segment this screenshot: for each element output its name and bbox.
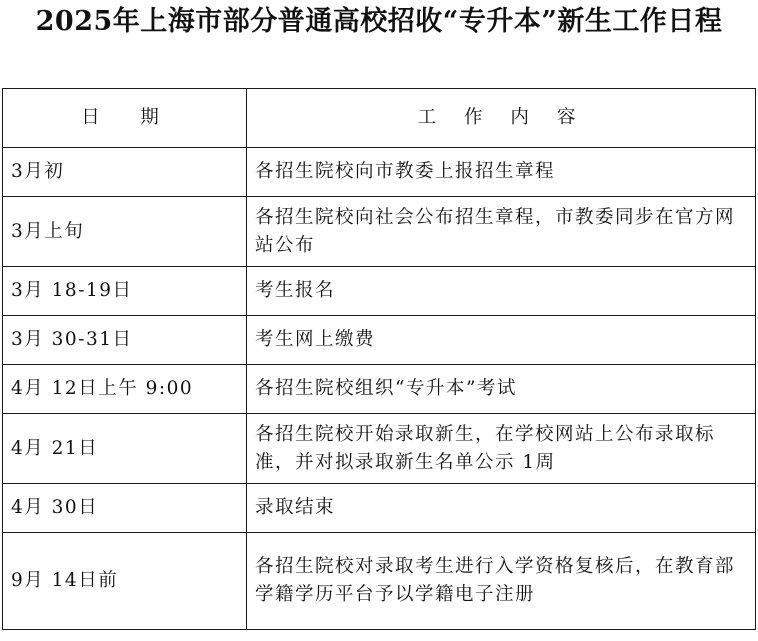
schedule-table xyxy=(2,88,756,630)
table-row xyxy=(3,484,756,533)
work-content-cell: 各招生院校组织“专升本”考试 xyxy=(247,365,756,414)
work-content-cell: 录取结束 xyxy=(247,484,756,533)
date-cell: 4月 21日 xyxy=(3,414,247,484)
date-cell: 4月 12日上午 9:00 xyxy=(3,365,247,414)
work-content-cell: 各招生院校向市教委上报招生章程 xyxy=(247,148,756,197)
page-title: 2025年上海市部分普通高校招收“专升本”新生工作日程 xyxy=(35,6,723,37)
table-row xyxy=(3,148,756,197)
work-content-cell: 考生报名 xyxy=(247,267,756,316)
table-row xyxy=(3,533,756,630)
date-cell: 3月初 xyxy=(3,148,247,197)
work-content-cell: 各招生院校向社会公布招生章程，市教委同步在官方网站公布 xyxy=(247,197,756,267)
work-content-cell: 各招生院校开始录取新生，在学校网站上公布录取标准，并对拟录取新生名单公示 1周 xyxy=(247,414,756,484)
work-content-cell: 考生网上缴费 xyxy=(247,316,756,365)
column-header-date: 日 期 xyxy=(3,89,247,148)
date-cell: 3月 30-31日 xyxy=(3,316,247,365)
table-row xyxy=(3,316,756,365)
column-header-work-content: 工 作 内 容 xyxy=(247,89,756,148)
table-header-row xyxy=(3,89,756,148)
table-row xyxy=(3,197,756,267)
table-row xyxy=(3,414,756,484)
date-cell: 4月 30日 xyxy=(3,484,247,533)
date-cell: 9月 14日前 xyxy=(3,533,247,630)
date-cell: 3月 18-19日 xyxy=(3,267,247,316)
work-content-cell: 各招生院校对录取考生进行入学资格复核后，在教育部学籍学历平台予以学籍电子注册 xyxy=(247,533,756,630)
table-row xyxy=(3,267,756,316)
date-cell: 3月上旬 xyxy=(3,197,247,267)
table-row xyxy=(3,365,756,414)
